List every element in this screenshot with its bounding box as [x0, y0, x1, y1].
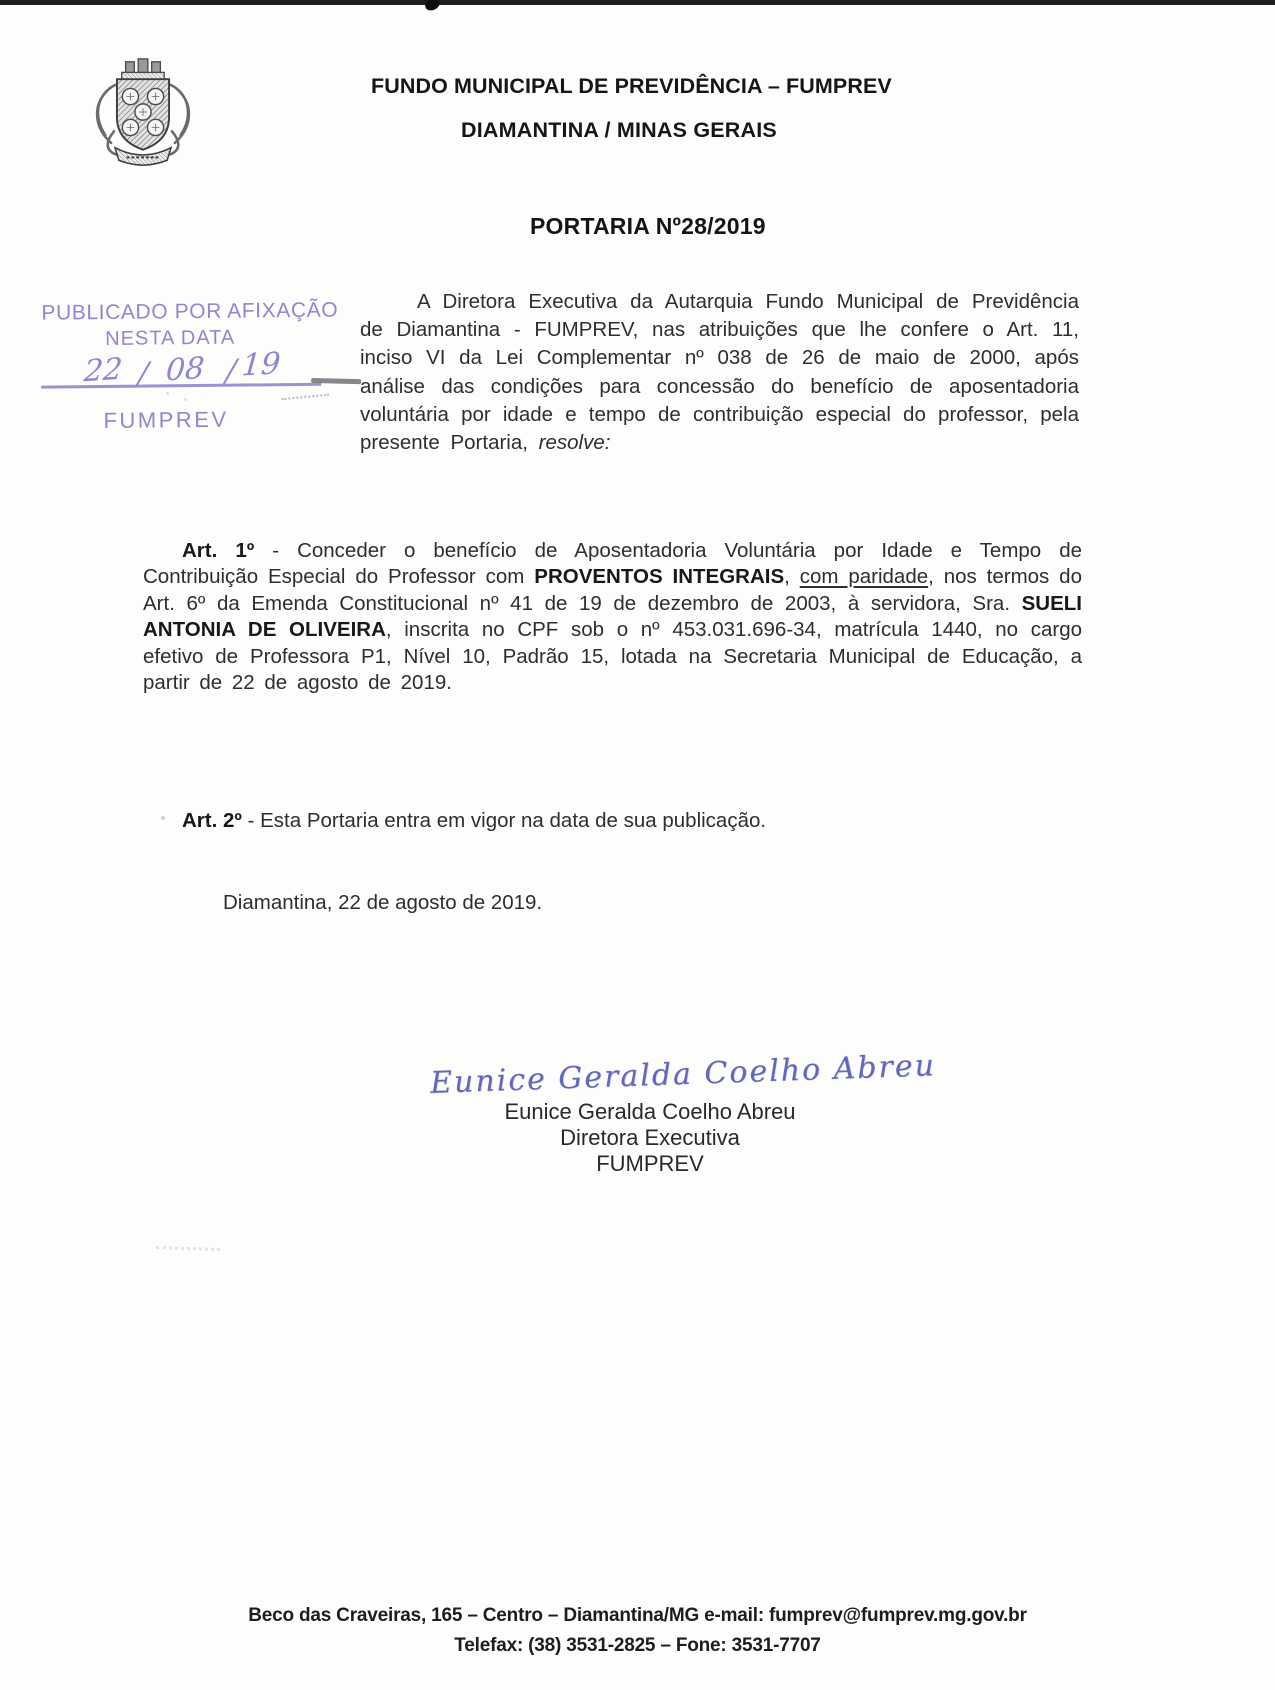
org-location: DIAMANTINA / MINAS GERAIS — [461, 118, 777, 142]
stamp-date-separator: / — [136, 356, 150, 392]
signatory-org: FUMPREV — [596, 1151, 704, 1176]
dateline: Diamantina, 22 de agosto de 2019. — [223, 891, 543, 914]
signatory-role: Diretora Executiva — [560, 1125, 740, 1150]
stamp-date-year: 19 — [240, 346, 282, 384]
signatory-name: Eunice Geralda Coelho Abreu — [504, 1099, 796, 1124]
stamp-pen-squiggle — [281, 394, 329, 401]
signature-block — [450, 1099, 850, 1177]
handwritten-signature: Eunice Geralda Coelho Abreu — [429, 1048, 937, 1101]
document-footer — [0, 1601, 1275, 1661]
stamp-handwritten-date — [38, 348, 363, 395]
stamp-line-2: NESTA DATA — [105, 326, 236, 350]
right-flourish — [170, 85, 189, 155]
publication-stamp — [37, 298, 363, 434]
footer-phone: Telefax: (38) 3531-2825 – Fone: 3531-7707 — [454, 1635, 821, 1656]
stamp-org: FUMPREV — [103, 406, 229, 434]
scan-ink-mark — [424, 0, 442, 12]
stamp-date-day: 22 — [82, 351, 124, 390]
preamble-paragraph: A Diretora Executiva da Autarquia Fundo Municipal de Previdência de Diamantina - FUMPREV, nas atribuições que lhe confere o Art. 11, inciso VI da Lei Complementar nº 038 de 26 de maio de 2000, após análise das condições para concessão do benefício de aposentadoria voluntária por idade e tempo de contribuição especial do professor, pela presente Portaria, resolve: — [360, 290, 1079, 455]
org-name: FUNDO MUNICIPAL DE PREVIDÊNCIA – FUMPREV — [371, 74, 892, 98]
scan-artifact — [161, 816, 165, 820]
left-flourish — [97, 85, 116, 155]
article-1-paragraph: Art. 1º - Conceder o benefício de Aposentadoria Voluntária por Idade e Tempo de Contribuição Especial do Professor com PROVENTOS INTEGRAIS, com paridade, nos termos do Art. 6º da Emenda Constitucional nº 41 de 19 de dezembro de 2003, à servidora, Sra. SUELI ANTONIA DE OLIVEIRA, inscrita no CPF sob o nº 453.031.696-34, matrícula 1440, no cargo efetivo de Professora P1, Nível 10, Padrão 15, lotada na Secretaria Municipal de Educação, a partir de 22 de agosto de 2019. — [143, 539, 1083, 695]
stamp-line-1: PUBLICADO POR AFIXAÇÃO — [41, 298, 339, 325]
scan-artifact — [166, 392, 169, 395]
footer-address: Beco das Craveiras, 165 – Centro – Diamantina/MG e-mail: fumprev@fumprev.mg.gov.br — [248, 1605, 1027, 1626]
article-2-paragraph: Art. 2º - Esta Portaria entra em vigor na data de sua publicação. — [182, 809, 767, 832]
diamantina-coat-of-arms-logo — [84, 56, 202, 168]
stamp-date-month: 08 — [164, 350, 206, 389]
scan-artifact — [156, 1246, 220, 1251]
document-title: PORTARIA Nº28/2019 — [530, 213, 766, 239]
crown — [122, 59, 164, 79]
stamp-date-separator: / — [224, 353, 238, 389]
scan-edge-line — [0, 0, 1275, 5]
